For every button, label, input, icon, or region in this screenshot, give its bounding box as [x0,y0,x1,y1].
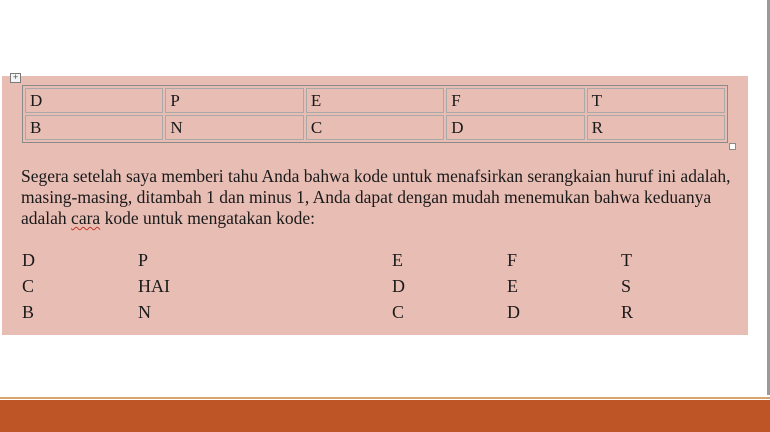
table-cell[interactable]: C [306,115,444,140]
grid-row [2,249,748,275]
paragraph-text: kode untuk mengatakan kode: [100,208,315,228]
grid-letter: F [507,250,518,270]
grid-letter: N [138,302,151,322]
table-cell[interactable]: N [165,115,303,140]
grid-letter: R [621,302,634,322]
grid-letter: B [22,302,35,322]
grid-letter: HAI [138,276,170,296]
grid-letter: D [22,250,35,270]
table-cell[interactable]: R [587,115,725,140]
table-cell[interactable]: F [446,88,584,113]
table-resize-handle[interactable] [729,143,736,150]
grid-letter: T [621,250,632,270]
table-cell[interactable]: P [165,88,303,113]
grid-letter: D [392,276,405,296]
grid-letter: E [507,276,518,296]
footer-accent-line [0,397,770,399]
table-row [25,115,725,140]
grid-row [2,275,748,301]
table-cell[interactable]: D [446,115,584,140]
table-move-handle-icon[interactable]: + [10,73,21,83]
table-cell[interactable]: E [306,88,444,113]
letter-grid [2,249,748,327]
grid-letter: C [392,302,405,322]
paragraph-text: Segera setelah saya memberi tahu Anda bahwa kode untuk menafsirkan serangkaian huruf ini adalah, masing-masing, ditambah 1 dan minus 1, Anda dapat dengan mudah menemukan bahwa keduanya adalah [21,166,731,228]
grid-letter: E [392,250,403,270]
table-cell[interactable]: T [587,88,725,113]
table-cell[interactable]: D [25,88,163,113]
footer-bar [0,400,770,432]
grid-letter: S [621,276,632,296]
code-table[interactable] [22,85,728,143]
table-cell[interactable]: B [25,115,163,140]
grid-letter: D [507,302,520,322]
grid-letter: C [22,276,35,296]
grid-row [2,301,748,327]
text-content-box[interactable] [2,73,748,335]
body-paragraph [21,166,731,229]
table-row [25,88,725,113]
grid-letter: P [138,250,149,270]
spellcheck-flagged-word[interactable]: cara [71,208,101,228]
